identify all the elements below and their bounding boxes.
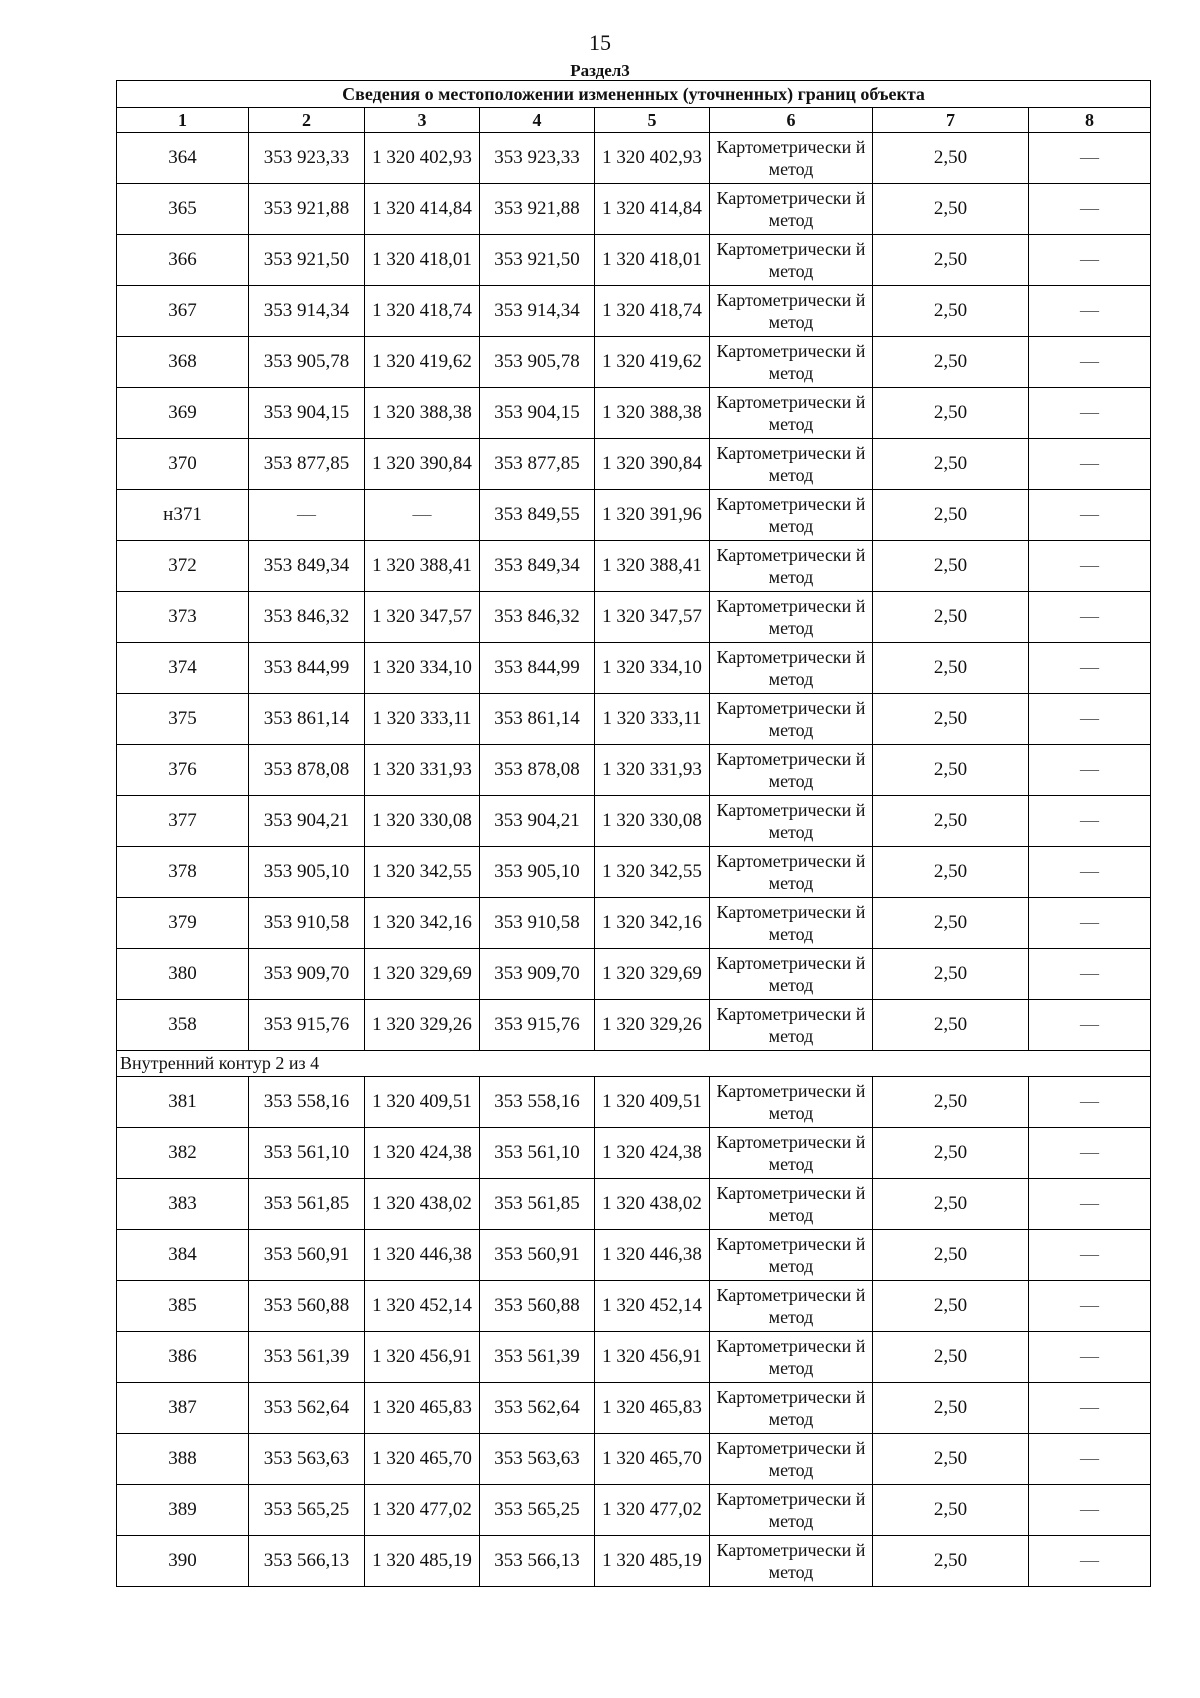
x-old-cell: 353 904,21 — [249, 796, 365, 847]
y-new-cell: 1 320 330,08 — [595, 796, 710, 847]
x-old-cell: 353 878,08 — [249, 745, 365, 796]
method-cell: Картометрически й метод — [710, 388, 873, 439]
note-cell: — — [1029, 1000, 1151, 1051]
table-row — [117, 1128, 1151, 1179]
note-cell: — — [1029, 1077, 1151, 1128]
x-new-cell: 353 904,21 — [480, 796, 595, 847]
column-header: 2 — [249, 108, 365, 133]
accuracy-cell: 2,50 — [873, 1077, 1029, 1128]
table-row — [117, 898, 1151, 949]
column-number-row — [117, 108, 1151, 133]
table-row — [117, 439, 1151, 490]
y-new-cell: 1 320 409,51 — [595, 1077, 710, 1128]
point-number-cell: 381 — [117, 1077, 249, 1128]
accuracy-cell: 2,50 — [873, 1332, 1029, 1383]
y-old-cell: 1 320 329,69 — [365, 949, 480, 1000]
column-header: 6 — [710, 108, 873, 133]
x-new-cell: 353 878,08 — [480, 745, 595, 796]
y-old-cell: 1 320 446,38 — [365, 1230, 480, 1281]
x-new-cell: 353 909,70 — [480, 949, 595, 1000]
y-old-cell: 1 320 465,70 — [365, 1434, 480, 1485]
x-new-cell: 353 921,50 — [480, 235, 595, 286]
table-row — [117, 235, 1151, 286]
note-cell: — — [1029, 490, 1151, 541]
note-cell: — — [1029, 235, 1151, 286]
x-old-cell: 353 560,88 — [249, 1281, 365, 1332]
y-new-cell: 1 320 452,14 — [595, 1281, 710, 1332]
x-old-cell: 353 910,58 — [249, 898, 365, 949]
point-number-cell: 389 — [117, 1485, 249, 1536]
y-old-cell: 1 320 390,84 — [365, 439, 480, 490]
accuracy-cell: 2,50 — [873, 490, 1029, 541]
note-cell: — — [1029, 694, 1151, 745]
y-old-cell: 1 320 329,26 — [365, 1000, 480, 1051]
accuracy-cell: 2,50 — [873, 745, 1029, 796]
note-cell: — — [1029, 184, 1151, 235]
contour-group-label: Внутренний контур 2 из 4 — [117, 1051, 1151, 1077]
method-cell: Картометрически й метод — [710, 184, 873, 235]
note-cell: — — [1029, 592, 1151, 643]
y-new-cell: 1 320 390,84 — [595, 439, 710, 490]
y-old-cell: 1 320 418,74 — [365, 286, 480, 337]
accuracy-cell: 2,50 — [873, 643, 1029, 694]
note-cell: — — [1029, 1485, 1151, 1536]
note-cell: — — [1029, 133, 1151, 184]
accuracy-cell: 2,50 — [873, 235, 1029, 286]
x-old-cell: 353 561,10 — [249, 1128, 365, 1179]
x-new-cell: 353 563,63 — [480, 1434, 595, 1485]
y-old-cell: 1 320 485,19 — [365, 1536, 480, 1587]
x-old-cell: 353 844,99 — [249, 643, 365, 694]
point-number-cell: 387 — [117, 1383, 249, 1434]
y-old-cell: — — [365, 490, 480, 541]
x-new-cell: 353 849,55 — [480, 490, 595, 541]
method-cell: Картометрически й метод — [710, 949, 873, 1000]
x-old-cell: 353 914,34 — [249, 286, 365, 337]
x-new-cell: 353 861,14 — [480, 694, 595, 745]
table-row — [117, 796, 1151, 847]
y-old-cell: 1 320 330,08 — [365, 796, 480, 847]
accuracy-cell: 2,50 — [873, 1281, 1029, 1332]
y-new-cell: 1 320 391,96 — [595, 490, 710, 541]
table-row — [117, 694, 1151, 745]
y-new-cell: 1 320 333,11 — [595, 694, 710, 745]
point-number-cell: 369 — [117, 388, 249, 439]
y-new-cell: 1 320 329,69 — [595, 949, 710, 1000]
accuracy-cell: 2,50 — [873, 1383, 1029, 1434]
note-cell: — — [1029, 1332, 1151, 1383]
point-number-cell: 383 — [117, 1179, 249, 1230]
y-new-cell: 1 320 402,93 — [595, 133, 710, 184]
point-number-cell: 380 — [117, 949, 249, 1000]
y-old-cell: 1 320 331,93 — [365, 745, 480, 796]
y-old-cell: 1 320 456,91 — [365, 1332, 480, 1383]
boundary-coordinates-table — [116, 80, 1151, 1587]
note-cell: — — [1029, 1179, 1151, 1230]
table-row — [117, 490, 1151, 541]
y-new-cell: 1 320 424,38 — [595, 1128, 710, 1179]
table-row — [117, 643, 1151, 694]
point-number-cell: 373 — [117, 592, 249, 643]
table-row — [117, 1179, 1151, 1230]
x-old-cell: 353 921,50 — [249, 235, 365, 286]
note-cell: — — [1029, 949, 1151, 1000]
note-cell: — — [1029, 388, 1151, 439]
y-old-cell: 1 320 424,38 — [365, 1128, 480, 1179]
point-number-cell: 375 — [117, 694, 249, 745]
y-old-cell: 1 320 465,83 — [365, 1383, 480, 1434]
y-old-cell: 1 320 342,16 — [365, 898, 480, 949]
method-cell: Картометрически й метод — [710, 1434, 873, 1485]
x-old-cell: 353 558,16 — [249, 1077, 365, 1128]
y-old-cell: 1 320 402,93 — [365, 133, 480, 184]
method-cell: Картометрически й метод — [710, 133, 873, 184]
y-new-cell: 1 320 456,91 — [595, 1332, 710, 1383]
y-old-cell: 1 320 418,01 — [365, 235, 480, 286]
table-row — [117, 337, 1151, 388]
column-header: 4 — [480, 108, 595, 133]
table-row — [117, 184, 1151, 235]
note-cell: — — [1029, 439, 1151, 490]
x-new-cell: 353 562,64 — [480, 1383, 595, 1434]
table-row — [117, 745, 1151, 796]
point-number-cell: 378 — [117, 847, 249, 898]
x-new-cell: 353 914,34 — [480, 286, 595, 337]
table-row — [117, 1332, 1151, 1383]
x-new-cell: 353 844,99 — [480, 643, 595, 694]
method-cell: Картометрически й метод — [710, 235, 873, 286]
y-new-cell: 1 320 419,62 — [595, 337, 710, 388]
x-old-cell: 353 915,76 — [249, 1000, 365, 1051]
x-old-cell: 353 861,14 — [249, 694, 365, 745]
x-old-cell: 353 561,85 — [249, 1179, 365, 1230]
table-row — [117, 1485, 1151, 1536]
method-cell: Картометрически й метод — [710, 1332, 873, 1383]
point-number-cell: 370 — [117, 439, 249, 490]
x-old-cell: 353 560,91 — [249, 1230, 365, 1281]
x-new-cell: 353 561,39 — [480, 1332, 595, 1383]
table-row — [117, 286, 1151, 337]
note-cell: — — [1029, 898, 1151, 949]
accuracy-cell: 2,50 — [873, 694, 1029, 745]
x-new-cell: 353 923,33 — [480, 133, 595, 184]
point-number-cell: 372 — [117, 541, 249, 592]
table-row — [117, 1077, 1151, 1128]
accuracy-cell: 2,50 — [873, 1485, 1029, 1536]
column-header: 1 — [117, 108, 249, 133]
y-new-cell: 1 320 418,01 — [595, 235, 710, 286]
y-new-cell: 1 320 342,55 — [595, 847, 710, 898]
x-old-cell: 353 846,32 — [249, 592, 365, 643]
table-row — [117, 1230, 1151, 1281]
accuracy-cell: 2,50 — [873, 1536, 1029, 1587]
x-old-cell: 353 563,63 — [249, 1434, 365, 1485]
method-cell: Картометрически й метод — [710, 796, 873, 847]
y-new-cell: 1 320 446,38 — [595, 1230, 710, 1281]
note-cell: — — [1029, 745, 1151, 796]
table-row — [117, 1536, 1151, 1587]
x-new-cell: 353 849,34 — [480, 541, 595, 592]
x-new-cell: 353 921,88 — [480, 184, 595, 235]
column-header: 5 — [595, 108, 710, 133]
x-old-cell: 353 905,10 — [249, 847, 365, 898]
column-header: 7 — [873, 108, 1029, 133]
x-old-cell: 353 905,78 — [249, 337, 365, 388]
point-number-cell: 367 — [117, 286, 249, 337]
point-number-cell: 365 — [117, 184, 249, 235]
x-old-cell: 353 566,13 — [249, 1536, 365, 1587]
method-cell: Картометрически й метод — [710, 643, 873, 694]
accuracy-cell: 2,50 — [873, 1230, 1029, 1281]
table-row — [117, 1434, 1151, 1485]
y-new-cell: 1 320 334,10 — [595, 643, 710, 694]
point-number-cell: 379 — [117, 898, 249, 949]
point-number-cell: 388 — [117, 1434, 249, 1485]
y-old-cell: 1 320 414,84 — [365, 184, 480, 235]
point-number-cell: 384 — [117, 1230, 249, 1281]
y-old-cell: 1 320 333,11 — [365, 694, 480, 745]
x-new-cell: 353 558,16 — [480, 1077, 595, 1128]
x-new-cell: 353 560,91 — [480, 1230, 595, 1281]
note-cell: — — [1029, 1383, 1151, 1434]
y-old-cell: 1 320 334,10 — [365, 643, 480, 694]
point-number-cell: 364 — [117, 133, 249, 184]
note-cell: — — [1029, 1536, 1151, 1587]
method-cell: Картометрически й метод — [710, 1179, 873, 1230]
y-old-cell: 1 320 452,14 — [365, 1281, 480, 1332]
accuracy-cell: 2,50 — [873, 439, 1029, 490]
point-number-cell: н371 — [117, 490, 249, 541]
point-number-cell: 377 — [117, 796, 249, 847]
x-old-cell: 353 849,34 — [249, 541, 365, 592]
table-body — [117, 81, 1151, 1587]
method-cell: Картометрически й метод — [710, 1128, 873, 1179]
note-cell: — — [1029, 286, 1151, 337]
x-old-cell: 353 909,70 — [249, 949, 365, 1000]
note-cell: — — [1029, 847, 1151, 898]
page-number: 15 — [589, 30, 611, 55]
note-cell: — — [1029, 1281, 1151, 1332]
section-title: Раздел3 — [570, 61, 630, 80]
accuracy-cell: 2,50 — [873, 541, 1029, 592]
table-row — [117, 949, 1151, 1000]
table-row — [117, 388, 1151, 439]
y-old-cell: 1 320 342,55 — [365, 847, 480, 898]
table-row — [117, 847, 1151, 898]
point-number-cell: 358 — [117, 1000, 249, 1051]
method-cell: Картометрически й метод — [710, 490, 873, 541]
method-cell: Картометрически й метод — [710, 1383, 873, 1434]
table-row — [117, 1281, 1151, 1332]
point-number-cell: 374 — [117, 643, 249, 694]
table-row — [117, 1000, 1151, 1051]
y-new-cell: 1 320 438,02 — [595, 1179, 710, 1230]
x-new-cell: 353 915,76 — [480, 1000, 595, 1051]
column-header: 3 — [365, 108, 480, 133]
method-cell: Картометрически й метод — [710, 1485, 873, 1536]
note-cell: — — [1029, 796, 1151, 847]
x-old-cell: 353 565,25 — [249, 1485, 365, 1536]
x-new-cell: 353 561,10 — [480, 1128, 595, 1179]
x-old-cell: 353 562,64 — [249, 1383, 365, 1434]
y-new-cell: 1 320 465,83 — [595, 1383, 710, 1434]
note-cell: — — [1029, 337, 1151, 388]
method-cell: Картометрически й метод — [710, 1077, 873, 1128]
x-new-cell: 353 910,58 — [480, 898, 595, 949]
table-row — [117, 133, 1151, 184]
y-old-cell: 1 320 419,62 — [365, 337, 480, 388]
point-number-cell: 376 — [117, 745, 249, 796]
point-number-cell: 366 — [117, 235, 249, 286]
accuracy-cell: 2,50 — [873, 949, 1029, 1000]
column-header: 8 — [1029, 108, 1151, 133]
x-old-cell: 353 923,33 — [249, 133, 365, 184]
x-new-cell: 353 566,13 — [480, 1536, 595, 1587]
x-old-cell: — — [249, 490, 365, 541]
y-old-cell: 1 320 438,02 — [365, 1179, 480, 1230]
contour-group-row — [117, 1051, 1151, 1077]
method-cell: Картометрически й метод — [710, 694, 873, 745]
method-cell: Картометрически й метод — [710, 439, 873, 490]
method-cell: Картометрически й метод — [710, 1536, 873, 1587]
y-old-cell: 1 320 409,51 — [365, 1077, 480, 1128]
x-old-cell: 353 904,15 — [249, 388, 365, 439]
y-new-cell: 1 320 347,57 — [595, 592, 710, 643]
table-row — [117, 592, 1151, 643]
y-new-cell: 1 320 414,84 — [595, 184, 710, 235]
x-new-cell: 353 560,88 — [480, 1281, 595, 1332]
x-old-cell: 353 921,88 — [249, 184, 365, 235]
method-cell: Картометрически й метод — [710, 745, 873, 796]
y-new-cell: 1 320 331,93 — [595, 745, 710, 796]
y-new-cell: 1 320 418,74 — [595, 286, 710, 337]
y-new-cell: 1 320 477,02 — [595, 1485, 710, 1536]
y-old-cell: 1 320 477,02 — [365, 1485, 480, 1536]
method-cell: Картометрически й метод — [710, 592, 873, 643]
y-new-cell: 1 320 485,19 — [595, 1536, 710, 1587]
note-cell: — — [1029, 1128, 1151, 1179]
x-new-cell: 353 846,32 — [480, 592, 595, 643]
accuracy-cell: 2,50 — [873, 286, 1029, 337]
accuracy-cell: 2,50 — [873, 1000, 1029, 1051]
table-caption-row — [117, 81, 1151, 108]
x-new-cell: 353 904,15 — [480, 388, 595, 439]
note-cell: — — [1029, 643, 1151, 694]
x-new-cell: 353 561,85 — [480, 1179, 595, 1230]
accuracy-cell: 2,50 — [873, 1179, 1029, 1230]
method-cell: Картометрически й метод — [710, 337, 873, 388]
note-cell: — — [1029, 1230, 1151, 1281]
method-cell: Картометрически й метод — [710, 541, 873, 592]
accuracy-cell: 2,50 — [873, 133, 1029, 184]
accuracy-cell: 2,50 — [873, 1128, 1029, 1179]
point-number-cell: 390 — [117, 1536, 249, 1587]
table-caption: Сведения о местоположении измененных (уточненных) границ объекта — [117, 81, 1151, 108]
x-old-cell: 353 877,85 — [249, 439, 365, 490]
x-new-cell: 353 905,10 — [480, 847, 595, 898]
y-new-cell: 1 320 388,41 — [595, 541, 710, 592]
method-cell: Картометрически й метод — [710, 286, 873, 337]
y-old-cell: 1 320 388,38 — [365, 388, 480, 439]
point-number-cell: 385 — [117, 1281, 249, 1332]
x-old-cell: 353 561,39 — [249, 1332, 365, 1383]
method-cell: Картометрически й метод — [710, 1281, 873, 1332]
y-new-cell: 1 320 388,38 — [595, 388, 710, 439]
point-number-cell: 386 — [117, 1332, 249, 1383]
x-new-cell: 353 565,25 — [480, 1485, 595, 1536]
note-cell: — — [1029, 1434, 1151, 1485]
y-new-cell: 1 320 329,26 — [595, 1000, 710, 1051]
method-cell: Картометрически й метод — [710, 898, 873, 949]
y-old-cell: 1 320 388,41 — [365, 541, 480, 592]
y-new-cell: 1 320 342,16 — [595, 898, 710, 949]
accuracy-cell: 2,50 — [873, 796, 1029, 847]
y-new-cell: 1 320 465,70 — [595, 1434, 710, 1485]
accuracy-cell: 2,50 — [873, 898, 1029, 949]
point-number-cell: 382 — [117, 1128, 249, 1179]
y-old-cell: 1 320 347,57 — [365, 592, 480, 643]
x-new-cell: 353 905,78 — [480, 337, 595, 388]
table-row — [117, 1383, 1151, 1434]
x-new-cell: 353 877,85 — [480, 439, 595, 490]
note-cell: — — [1029, 541, 1151, 592]
accuracy-cell: 2,50 — [873, 388, 1029, 439]
accuracy-cell: 2,50 — [873, 337, 1029, 388]
accuracy-cell: 2,50 — [873, 847, 1029, 898]
point-number-cell: 368 — [117, 337, 249, 388]
method-cell: Картометрически й метод — [710, 1000, 873, 1051]
table-row — [117, 541, 1151, 592]
method-cell: Картометрически й метод — [710, 847, 873, 898]
accuracy-cell: 2,50 — [873, 184, 1029, 235]
accuracy-cell: 2,50 — [873, 1434, 1029, 1485]
method-cell: Картометрически й метод — [710, 1230, 873, 1281]
accuracy-cell: 2,50 — [873, 592, 1029, 643]
